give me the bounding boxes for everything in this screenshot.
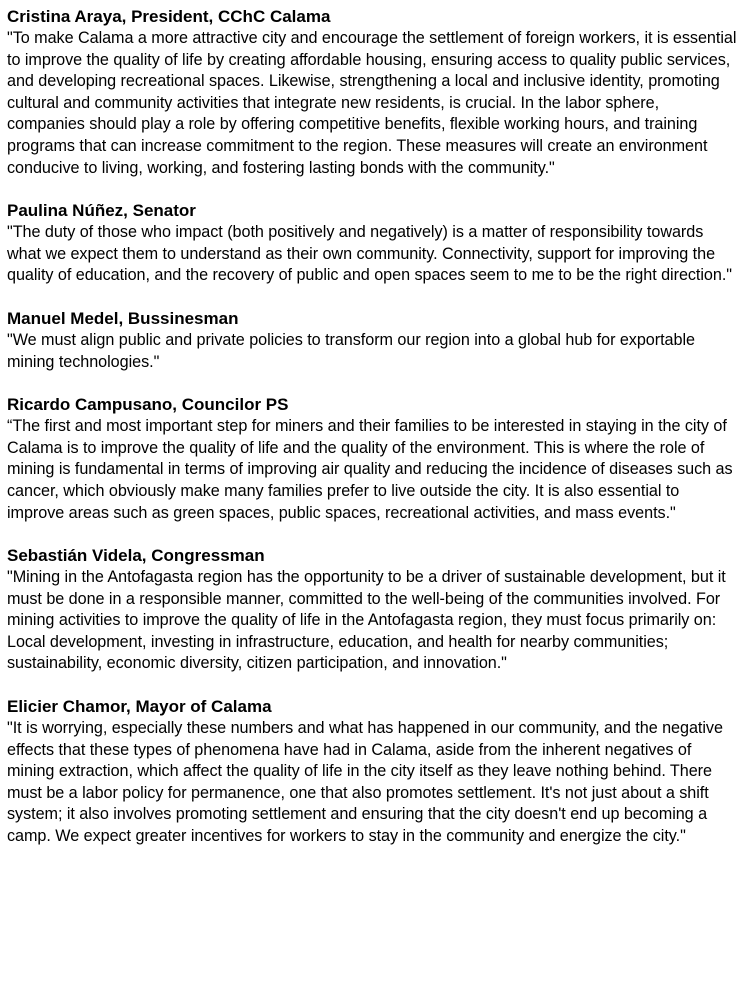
quote-block-elicier-chamor bbox=[7, 696, 740, 848]
quote-text: "It is worrying, especially these numbers and what has happened in our community, and the negative effects that these types of phenomena have had in Calama, aside from the inherent negatives of mining extraction, which affect the quality of life in the city itself as they leave nothing behind. There must be a labor policy for permanence, one that also promotes settlement. It's not just about a shift system; it also involves promoting settlement and ensuring that the city doesn't end up becoming a camp. We expect greater incentives for workers to stay in the community and energize the city." bbox=[7, 719, 723, 846]
quote-text: "Mining in the Antofagasta region has the opportunity to be a driver of sustainable development, but it must be done in a responsible manner, committed to the well-being of the communities involved. For mining activities to improve the quality of life in the Antofagasta region, they must focus primarily on: Local development, investing in infrastructure, education, and health for nearby communities; sustainability, economic diversity, citizen participation, and innovation." bbox=[7, 568, 726, 673]
speaker-name: Ricardo Campusano, Councilor PS bbox=[7, 395, 289, 415]
quote-text: “The first and most important step for miners and their families to be interested in staying in the city of Calama is to improve the quality of life and the quality of the environment. This is where the role of mining is fundamental in terms of improving air quality and reducing the incidence of diseases such as cancer, which obviously make many families prefer to live outside the city. It is also essential to improve areas such as green spaces, public spaces, recreational activities, and mass events." bbox=[7, 417, 733, 522]
quote-block-sebastian-videla bbox=[7, 545, 740, 675]
quote-text: "We must align public and private policies to transform our region into a global hub for exportable mining technologies." bbox=[7, 330, 695, 371]
quote-block-cristina-araya bbox=[7, 6, 740, 179]
quote-text: "To make Calama a more attractive city and encourage the settlement of foreign workers, it is essential to improve the quality of life by creating affordable housing, ensuring access to quality public services, and developing recreational spaces. Likewise, strengthening a local and inclusive identity, promoting cultural and community activities that integrate new residents, is crucial. In the labor sphere, companies should play a role by offering competitive benefits, flexible working hours, and training programs that can increase commitment to the region. These measures will create an environment conducive to living, working, and fostering lasting bonds with the community." bbox=[7, 29, 737, 177]
speaker-name: Manuel Medel, Bussinesman bbox=[7, 308, 239, 328]
speaker-name: Sebastián Videla, Congressman bbox=[7, 546, 265, 566]
speaker-name: Cristina Araya, President, CChC Calama bbox=[7, 7, 331, 26]
speaker-name: Elicier Chamor, Mayor of Calama bbox=[7, 697, 272, 717]
quote-block-ricardo-campusano bbox=[7, 394, 740, 524]
speaker-name: Paulina Núñez, Senator bbox=[7, 201, 196, 221]
quote-text: "The duty of those who impact (both positively and negatively) is a matter of responsibility towards what we expect them to understand as their own community. Connectivity, support for improving the quality of education, and the recovery of public and open spaces seem to me to be the right direction." bbox=[7, 223, 732, 285]
quote-block-manuel-medel bbox=[7, 308, 740, 373]
quote-block-paulina-nunez bbox=[7, 200, 740, 287]
